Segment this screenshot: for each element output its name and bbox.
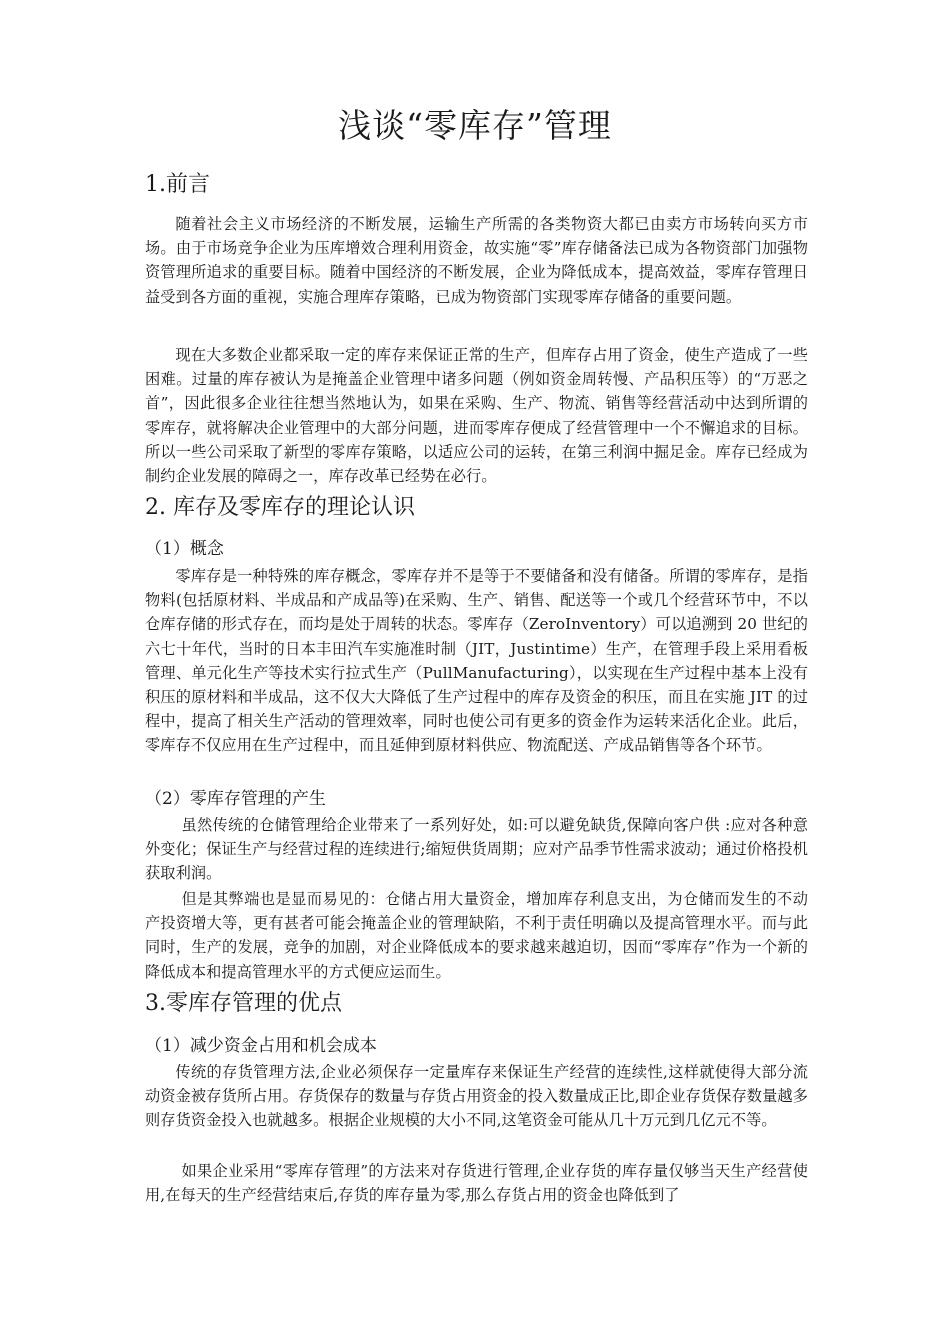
section-heading-preface: 1.前言 <box>145 172 210 197</box>
paragraph: 虽然传统的仓储管理给企业带来了一系列好处，如:可以避免缺货,保障向客户供 :应对各种意外变化；保证生产与经营过程的连续进行;缩短供货周期；应对产品季节性需求波动；通过价格投机获取利润。 <box>145 816 808 883</box>
paragraph: 零库存是一种特殊的库存概念，零库存并不是等于不要储备和没有储备。所谓的零库存，是指物料(包括原材料、半成品和产成品等)在采购、生产、销售、配送等一个或几个经营环节中，不以仓库存储的形式存在，而均是处于周转的状态。零库存（ZeroInventory）可以追溯到 20 世纪的六七十年代，当时的日本丰田汽车实施准时制（JIT，Justintime）生产，在管理手段上采用看板管理、单元化生产等技术实行拉式生产（PullManufacturing），以实现在生产过程中基本上没有积压的原材料和半成品，这不仅大大降低了生产过程中的库存及资金的积压，而且在实施 JIT 的过程中，提高了相关生产活动的管理效率，同时也使公司有更多的资金作为运转来活化企业。此后，零库存不仅应用在生产过程中，而且延伸到原材料供应、物流配送、产成品销售等各个环节。 <box>145 567 808 755</box>
section-heading-theory: 2. 库存及零库存的理论认识 <box>145 495 415 520</box>
document-title: 浅谈“零库存”管理 <box>338 106 612 145</box>
subsection-heading-origin: （2）零库存管理的产生 <box>145 789 326 809</box>
paragraph: 但是其弊端也是显而易见的：仓储占用大量资金，增加库存利息支出，为仓储而发生的不动产投资增大等，更有甚者可能会掩盖企业的管理缺陷，不利于责任明确以及提高管理水平。而与此同时，生产的发展，竞争的加剧，对企业降低成本的要求越来越迫切，因而“零库存”作为一个新的降低成本和提高管理水平的方式便应运而生。 <box>145 890 808 981</box>
subsection-heading-capital: （1）减少资金占用和机会成本 <box>145 1036 377 1056</box>
paragraph: 如果企业采用“零库存管理”的方法来对存货进行管理,企业存货的库存量仅够当天生产经营使用,在每天的生产经营结束后,存货的库存量为零,那么存货占用的资金也降低到了 <box>145 1162 808 1205</box>
paragraph: 随着社会主义市场经济的不断发展，运输生产所需的各类物资大都已由卖方市场转向买方市场。由于市场竞争企业为压库增效合理利用资金，故实施“零”库存储备法已成为各物资部门加强物资管理所追求的重要目标。随着中国经济的不断发展，企业为降低成本，提高效益，零库存管理日益受到各方面的重视，实施合理库存策略，已成为物资部门实现零库存储备的重要问题。 <box>145 215 808 306</box>
section-heading-advantages: 3.零库存管理的优点 <box>145 991 342 1016</box>
paragraph: 传统的存货管理方法,企业必须保存一定量库存来保证生产经营的连续性,这样就使得大部分流动资金被存货所占用。存货保存的数量与存货占用资金的投入数量成正比,即企业存货保存数量越多则存货资金投入也就越多。根据企业规模的大小不同,这笔资金可能从几十万元到几亿元不等。 <box>145 1063 808 1130</box>
subsection-heading-concept: （1）概念 <box>145 539 224 559</box>
paragraph: 现在大多数企业都采取一定的库存来保证正常的生产，但库存占用了资金，使生产造成了一些困难。过量的库存被认为是掩盖企业管理中诸多问题（例如资金周转慢、产品积压等）的“万恶之首”，因此很多企业往往想当然地认为，如果在采购、生产、物流、销售等经营活动中达到所谓的零库存，就将解决企业管理中的大部分问题，进而零库存便成了经营管理中一个不懈追求的目标。所以一些公司采取了新型的零库存策略，以适应公司的运转，在第三利润中掘足金。库存已经成为制约企业发展的障碍之一，库存改革已经势在必行。 <box>145 346 808 486</box>
